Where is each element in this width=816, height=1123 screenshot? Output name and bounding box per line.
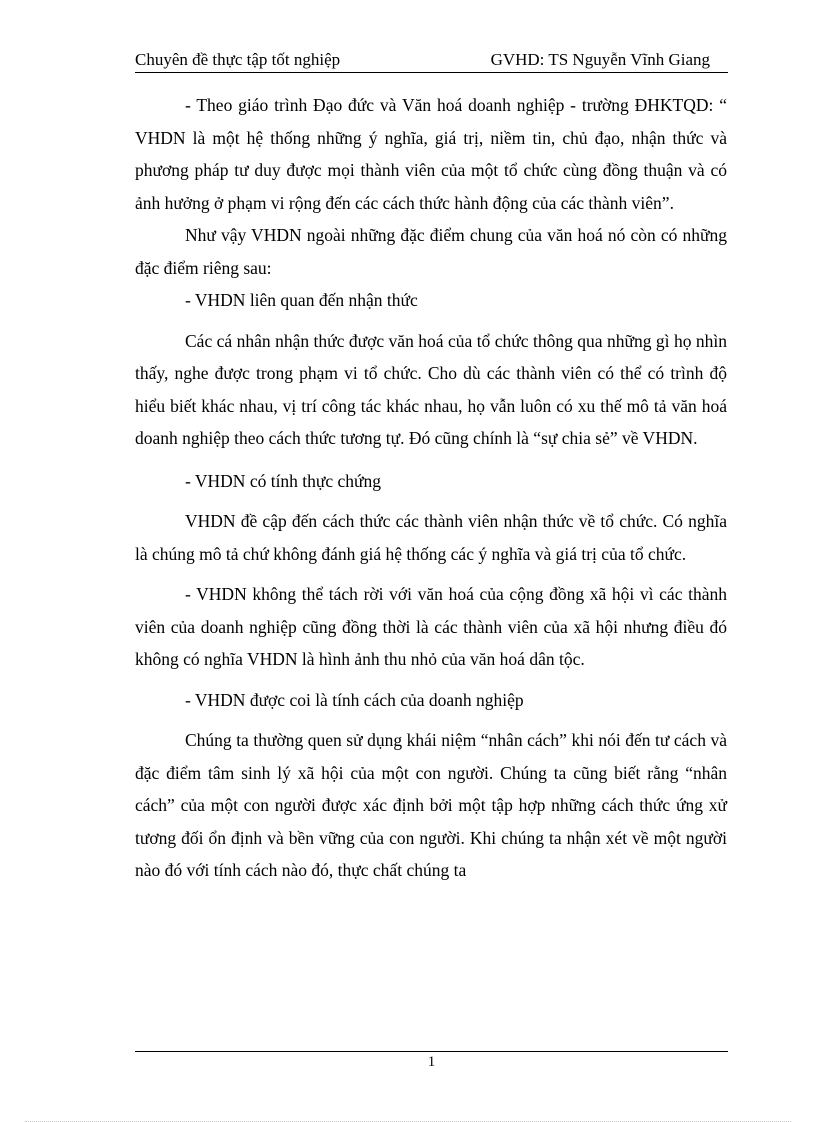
page-footer: [135, 1051, 728, 1071]
paragraph-society: - VHDN không thể tách rời với văn hoá của cộng đồng xã hội vì các thành viên của doanh nghiệp cũng đồng thời là các thành viên của xã hội nhưng điều đó không có nghĩa VHDN là hình ảnh thu nhỏ của văn hoá dân tộc.: [135, 584, 727, 669]
paragraph-perception: Các cá nhân nhận thức được văn hoá của tổ chức thông qua những gì họ nhìn thấy, nghe được trong phạm vi tổ chức. Cho dù các thành viên có thể có trình độ hiểu biết khác nhau, vị trí công tác khác nhau, họ vẫn luôn có xu thế mô tả văn hoá doanh nghiệp theo cách thức tương tự. Đó cũng chính là “sự chia sẻ” về VHDN.: [135, 330, 727, 448]
bullet-perception: - VHDN liên quan đến nhận thức: [185, 290, 418, 310]
document-body: [135, 89, 727, 887]
bullet-personality: - VHDN được coi là tính cách của doanh nghiệp: [185, 689, 524, 710]
header-supervisor: GVHD: TS Nguyễn Vĩnh Giang: [490, 50, 710, 69]
page-edge-divider: [25, 1121, 791, 1122]
page-number: 1: [427, 1054, 436, 1070]
paragraph-intro-characteristics: Như vậy VHDN ngoài những đặc điểm chung của văn hoá nó còn có những đặc điểm riêng sau:: [135, 225, 727, 278]
paragraph-definition: - Theo giáo trình Đạo đức và Văn hoá doanh nghiệp - trường ĐHKTQD: “ VHDN là một hệ thống những ý nghĩa, giá trị, niềm tin, chủ đạo, nhận thức và phương pháp tư duy được mọi thành viên của một tổ chức cùng đồng thuận và có ảnh hưởng ở phạm vi rộng đến các cách thức hành động của các thành viên”.: [135, 95, 727, 213]
bullet-empirical: - VHDN có tính thực chứng: [185, 470, 382, 491]
page-header: [135, 48, 728, 73]
paragraph-empirical: VHDN đề cập đến cách thức các thành viên nhận thức về tổ chức. Có nghĩa là chúng mô tả chứ không đánh giá hệ thống các ý nghĩa và giá trị của tổ chức.: [135, 511, 727, 564]
paragraph-personality: Chúng ta thường quen sử dụng khái niệm “nhân cách” khi nói đến tư cách và đặc điểm tâm sinh lý xã hội của một con người. Chúng ta cũng biết rằng “nhân cách” của một con người được xác định bởi một tập hợp những cách thức ứng xử tương đối ổn định và bền vững của con người. Khi chúng ta nhận xét về một người nào đó với tính cách nào đó, thực chất chúng ta: [135, 730, 727, 880]
header-document-title: Chuyên đề thực tập tốt nghiệp: [135, 50, 341, 69]
